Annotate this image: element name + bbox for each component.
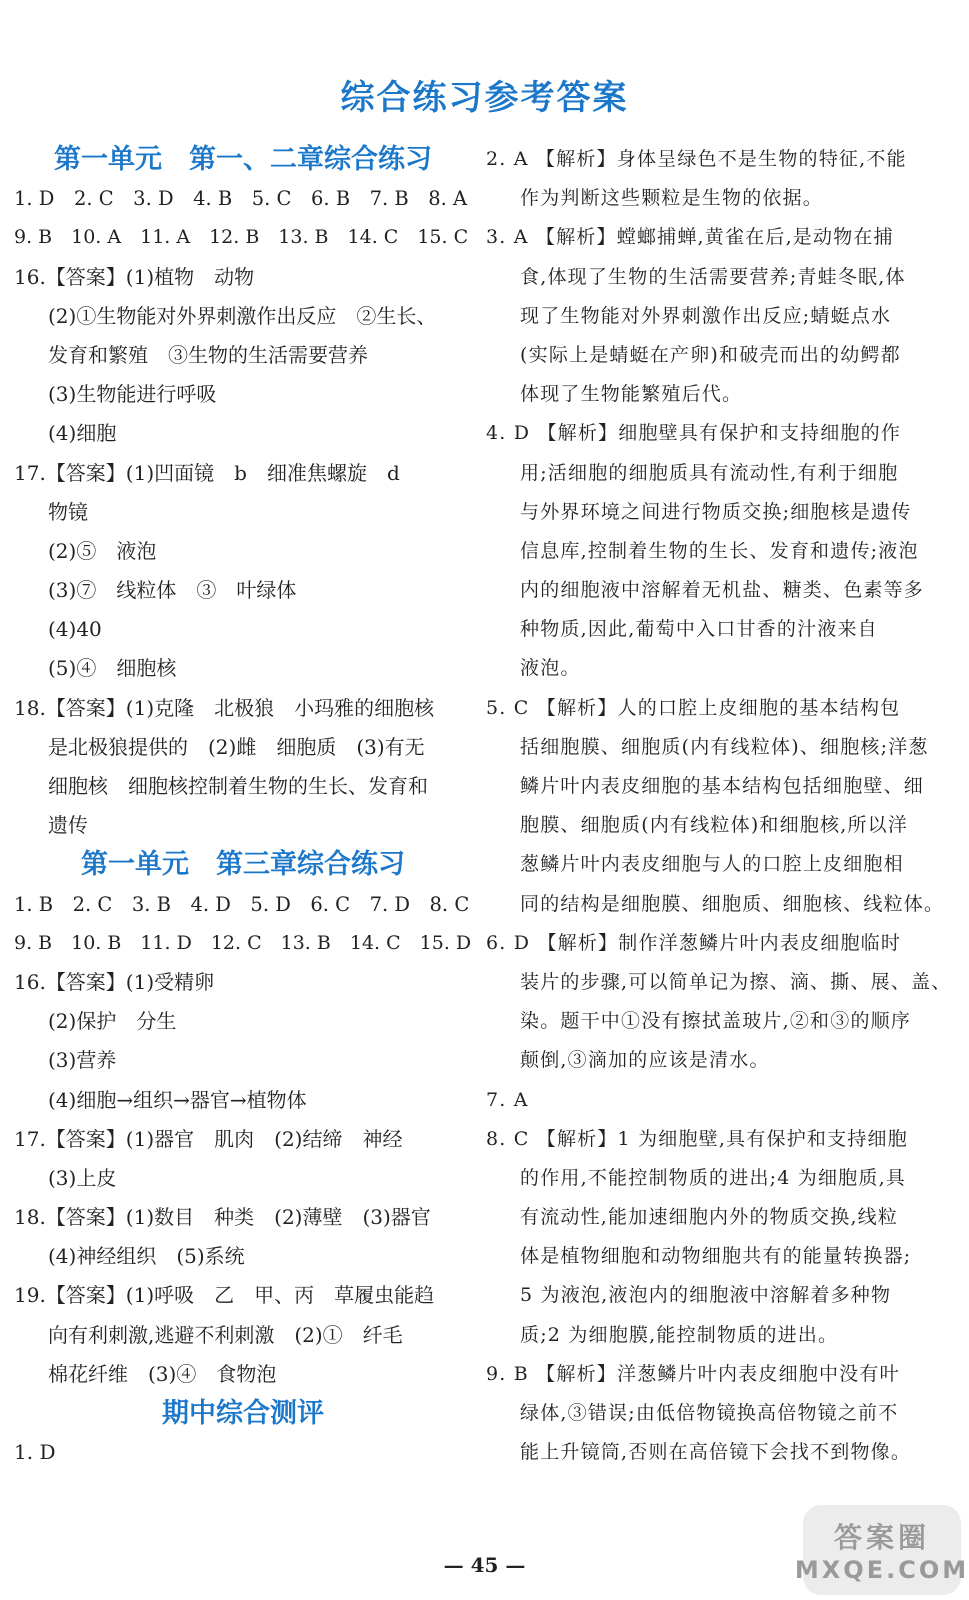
answer-line: (2)⑤ 液泡: [48, 538, 157, 563]
answer-line: 1. D 2. C 3. D 4. B 5. C 6. B 7. B 8. A: [14, 187, 468, 211]
answer-line: 细胞核 细胞核控制着生物的生长、发育和: [48, 774, 428, 798]
explanation-line: 5 为液泡,液泡内的细胞液中溶解着多种物: [520, 1284, 892, 1307]
explanation-line: 染。题干中①没有擦拭盖玻片,②和③的顺序: [520, 1010, 912, 1033]
explanation-line: 2. A 【解析】身体呈绿色不是生物的特征,不能: [486, 148, 907, 170]
answer-line: 向有利刺激,逃避不利刺激 (2)① 纤毛: [48, 1322, 403, 1347]
answer-line: (3)⑦ 线粒体 ③ 叶绿体: [48, 578, 297, 603]
explanation-line: 信息库,控制着生物的生长、发育和遗传;液泡: [520, 539, 919, 562]
explanation-line: 作为判断这些颗粒是生物的依据。: [520, 187, 824, 210]
answer-line: (4)细胞: [48, 421, 117, 446]
explanation-line: 颠倒,③滴加的应该是清水。: [520, 1049, 770, 1072]
answer-line: 遗传: [48, 813, 88, 838]
explanation-line: 6. D 【解析】制作洋葱鳞片叶内表皮细胞临时: [486, 931, 902, 954]
section-heading: 期中综合测评: [162, 1398, 324, 1429]
explanation-line: 现了生物能对外界刺激作出反应;蜻蜓点水: [520, 304, 892, 327]
explanation-line: 鳞片叶内表皮细胞的基本结构包括细胞壁、细: [520, 775, 925, 797]
answer-line: 19.【答案】(1)呼吸 乙 甲、丙 草履虫能趋: [14, 1283, 435, 1308]
explanation-line: 8. C 【解析】1 为细胞壁,具有保护和支持细胞: [486, 1127, 908, 1150]
explanation-line: 体现了生物能繁殖后代。: [520, 383, 743, 406]
page-title: 综合练习参考答案: [340, 78, 629, 118]
explanation-line: 能上升镜筒,否则在高倍镜下会找不到物像。: [520, 1441, 912, 1464]
answer-line: 9. B 10. A 11. A 12. B 13. B 14. C 15. C: [14, 226, 469, 249]
explanation-line: 绿体,③错误;由低倍物镜换高倍物镜之前不: [520, 1402, 899, 1424]
explanation-line: (实际上是蜻蜓在产卵)和破壳而出的幼鳄都: [520, 343, 901, 366]
answer-line: (2)①生物能对外界刺激作出反应 ②生长、: [48, 303, 437, 328]
explanation-line: 食,体现了生物的生活需要营养;青蛙冬眠,体: [520, 265, 906, 288]
answer-line: (4)40: [48, 617, 102, 642]
explanation-line: 的作用,不能控制物质的进出;4 为细胞质,具: [520, 1166, 907, 1189]
explanation-line: 质;2 为细胞膜,能控制物质的进出。: [520, 1323, 839, 1346]
explanation-line: 5. C 【解析】人的口腔上皮细胞的基本结构包: [486, 696, 901, 719]
explanation-line: 体是植物细胞和动物细胞共有的能量转换器;: [520, 1245, 912, 1268]
answer-line: (3)营养: [48, 1048, 117, 1073]
answer-line: 棉花纤维 (3)④ 食物泡: [48, 1361, 277, 1386]
left-column: [14, 140, 472, 1472]
explanation-line: 与外界环境之间进行物质交换;细胞核是遗传: [520, 500, 912, 523]
answer-line: 9. B 10. B 11. D 12. C 13. B 14. C 15. D: [14, 931, 472, 954]
answer-line: 18.【答案】(1)克隆 北极狼 小玛雅的细胞核: [14, 695, 435, 720]
answer-line: 发育和繁殖 ③生物的生活需要营养: [48, 342, 368, 367]
right-column: [486, 140, 952, 1472]
explanation-line: 胞膜、细胞质(内有线粒体)和细胞核,所以洋: [520, 814, 909, 837]
explanation-line: 装片的步骤,可以简单记为擦、滴、撕、展、盖、: [520, 970, 952, 993]
section-heading: 第一单元 第一、二章综合练习: [54, 144, 432, 175]
answer-line: (4)细胞→组织→器官→植物体: [48, 1087, 307, 1112]
answer-line: (2)保护 分生: [48, 1009, 177, 1034]
explanation-line: 内的细胞液中溶解着无机盐、糖类、色素等多: [520, 579, 925, 602]
answer-line: 18.【答案】(1)数目 种类 (2)薄壁 (3)器官: [14, 1205, 431, 1230]
answer-line: 16.【答案】(1)植物 动物: [14, 264, 255, 289]
explanation-line: 液泡。: [520, 657, 581, 680]
explanation-line: 同的结构是细胞膜、细胞质、细胞核、线粒体。: [520, 892, 945, 915]
answer-line: 1. B 2. C 3. B 4. D 5. D 6. C 7. D 8. C: [14, 892, 470, 916]
explanation-line: 括细胞膜、细胞质(内有线粒体)、细胞核;洋葱: [520, 735, 929, 758]
watermark-top-text: 答案圈: [833, 1521, 930, 1554]
answer-line: 17.【答案】(1)器官 肌肉 (2)结缔 神经: [14, 1126, 403, 1151]
answer-line: (4)神经组织 (5)系统: [48, 1244, 245, 1269]
explanation-line: 葱鳞片叶内表皮细胞与人的口腔上皮细胞相: [520, 853, 904, 876]
answer-line: (3)上皮: [48, 1165, 117, 1190]
answer-line: 1. D: [14, 1440, 56, 1465]
explanation-line: 7. A: [486, 1088, 529, 1111]
answer-line: (5)④ 细胞核: [48, 656, 177, 681]
explanation-line: 9. B 【解析】洋葱鳞片叶内表皮细胞中没有叶: [486, 1362, 900, 1385]
answer-line: 16.【答案】(1)受精卵: [14, 969, 215, 994]
explanation-line: 3. A 【解析】螳螂捕蝉,黄雀在后,是动物在捕: [486, 226, 894, 249]
answer-line: (3)生物能进行呼吸: [48, 382, 217, 407]
page-number: — 45 —: [443, 1553, 526, 1577]
explanation-line: 有流动性,能加速细胞内外的物质交换,线粒: [520, 1206, 899, 1229]
watermark-bottom-text: MXQE.COM: [794, 1556, 969, 1584]
answer-line: 17.【答案】(1)凹面镜 b 细准焦螺旋 d: [14, 460, 400, 485]
explanation-line: 4. D 【解析】细胞壁具有保护和支持细胞的作: [486, 422, 902, 445]
explanation-line: 种物质,因此,葡萄中入口甘香的汁液来自: [520, 618, 878, 641]
answer-line: 是北极狼提供的 (2)雌 细胞质 (3)有无: [48, 734, 425, 759]
section-heading: 第一单元 第三章综合练习: [81, 849, 405, 881]
explanation-line: 用;活细胞的细胞质具有流动性,有利于细胞: [520, 461, 899, 484]
watermark-logo: [794, 1505, 969, 1595]
answer-line: 物镜: [48, 499, 88, 524]
